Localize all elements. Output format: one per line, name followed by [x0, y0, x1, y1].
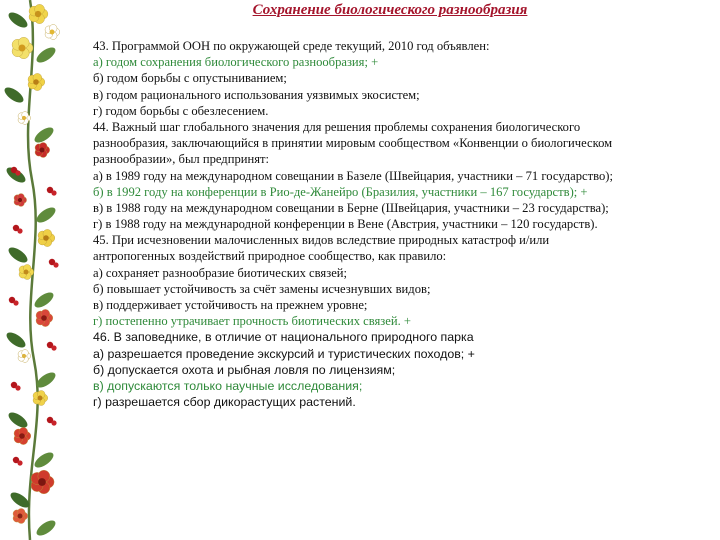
flower-center: [41, 315, 47, 321]
text-line: в) в 1988 году на международном совещании в Берне (Швейцария, участники – 23 государства);: [93, 200, 609, 215]
text-line: а) сохраняет разнообразие биотических связей;: [93, 265, 348, 280]
berry-icon: [17, 228, 22, 233]
text-line: б) в 1992 году на конференции в Рио-де-Жанейро (Бразилия, участники – 167 государств); +: [93, 184, 588, 199]
text-line: а) в 1989 году на международном совещании в Базеле (Швейцария, участники – 71 государство);: [93, 168, 614, 183]
text-line: г) годом борьбы с обезлесением.: [93, 103, 269, 118]
text-line: 46. В заповеднике, в отличие от национального природного парка: [93, 330, 474, 345]
berry-icon: [51, 345, 56, 350]
leaf-icon: [6, 10, 30, 31]
berry-icon: [51, 420, 56, 425]
leaf-icon: [34, 518, 58, 539]
flower-center: [22, 116, 26, 120]
text-line: 45. При исчезновении малочисленных видов вследствие природных катастроф и/или: [93, 233, 550, 248]
text-line: г) постепенно утрачивает прочность биотических связей. +: [93, 314, 412, 329]
leaf-icon: [34, 205, 58, 226]
leaf-icon: [2, 85, 26, 106]
berry-icon: [15, 385, 20, 390]
flower-center: [40, 148, 45, 153]
flower-center: [19, 45, 26, 52]
flower-center: [24, 270, 29, 275]
berry-icon: [53, 262, 58, 267]
flower-center: [18, 198, 22, 202]
text-line: антропогенных воздействий природное сообщество, как правило:: [93, 249, 447, 264]
text-line: б) годом борьбы с опустыниванием;: [93, 71, 287, 86]
flower-center: [18, 514, 23, 519]
text-line: а) разрешается проведение экскурсий и туристических походов; +: [93, 346, 475, 361]
text-line: 43. Программой ООН по окружающей среде текущий, 2010 год объявлен:: [93, 39, 490, 53]
text-line: а) годом сохранения биологического разнообразия; +: [93, 55, 379, 70]
quiz-text: [93, 38, 693, 410]
berry-icon: [17, 460, 22, 465]
text-line: г) в 1988 году на международной конференции в Вене (Австрия, участники – 120 государств).: [93, 217, 598, 232]
flower-center: [22, 354, 26, 358]
text-line: б) повышает устойчивость за счёт замены исчезнувших видов;: [93, 281, 431, 296]
flower-center: [19, 433, 25, 439]
berry-icon: [13, 300, 18, 305]
text-line: разнообразия, заключающийся в принятии мировым сообществом «Конвенции о биологическом: [93, 136, 613, 151]
text-line: б) допускается охота и рыбная ловля по лицензиям;: [93, 362, 396, 377]
leaf-icon: [6, 410, 30, 431]
text-line: разнообразии», был предпринят:: [93, 152, 270, 167]
berry-icon: [15, 170, 20, 175]
flower-center: [43, 235, 49, 241]
text-line: 44. Важный шаг глобального значения для решения проблемы сохранения биологического: [93, 119, 581, 134]
text-line: г) разрешается сбор дикорастущих растений.: [93, 395, 356, 410]
flower-center: [38, 478, 46, 486]
flower-center: [38, 396, 43, 401]
text-line: в) годом рационального использования уязвимых экосистем;: [93, 87, 420, 102]
text-line: в) поддерживает устойчивость на прежнем уровне;: [93, 298, 368, 312]
leaf-icon: [32, 125, 56, 146]
text-line: в) допускаются только научные исследования;: [93, 378, 363, 393]
leaf-icon: [4, 330, 28, 351]
leaf-icon: [32, 450, 56, 471]
floral-border-decoration: [0, 0, 80, 540]
berry-icon: [51, 190, 56, 195]
leaf-icon: [32, 290, 56, 311]
leaf-icon: [34, 45, 58, 66]
flower-center: [35, 11, 41, 17]
leaf-icon: [6, 245, 30, 266]
flower-center: [50, 30, 55, 35]
page-title: Сохранение биологического разнообразия: [252, 2, 528, 18]
flower-center: [33, 79, 39, 85]
